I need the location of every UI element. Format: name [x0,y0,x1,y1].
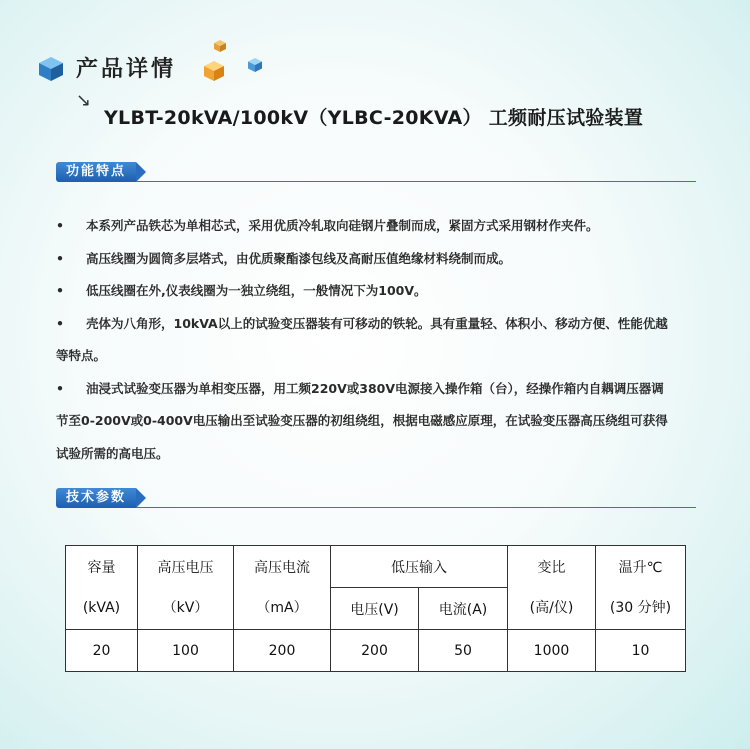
arrow-icon: ↘ [76,90,92,111]
cell-capacity: 20 [66,630,138,672]
list-item: • 壳体为八角形，10kVA以上的试验变压器装有可移动的铁轮。具有重量轻、体积小、移动方便、性能优越 [56,308,696,341]
cell-ratio: 1000 [508,630,596,672]
spec-table [65,545,686,672]
bullet: • [56,315,64,331]
cell-hv-current: 200 [234,630,331,672]
bullet: • [56,218,64,233]
features-list [56,210,696,470]
list-item-continuation: 等特点。 [56,348,107,363]
cell-hv-voltage: 100 [138,630,234,672]
header-hv-current: 高压电流 （mA） [234,546,331,630]
decorative-cube-icon [248,58,262,72]
features-section-header [56,162,696,182]
header-lv-current: 电流(A) [419,588,508,630]
list-item: • 高压线圈为圆筒多层塔式，由优质聚酯漆包线及高耐压值绝缘材料绕制而成。 [56,243,696,276]
header-hv-voltage: 高压电压 （kV） [138,546,234,630]
header-lv-input: 低压输入 [331,546,508,588]
cell-lv-current: 50 [419,630,508,672]
features-section-label: 功能特点 [56,162,136,182]
header-ratio: 变比 (高/仪) [508,546,596,630]
cell-lv-voltage: 200 [331,630,419,672]
list-item: • 油浸式试验变压器为单相变压器，用工频220V或380V电源接入操作箱（台），经操作箱内自耦调压器调 [56,373,696,406]
page-title: 产品详情 [76,57,177,82]
section-divider [136,507,696,508]
cell-temp-rise: 10 [596,630,686,672]
header-temp-rise: 温升℃ (30 分钟) [596,546,686,630]
bullet: • [56,250,64,266]
table-row [66,630,686,672]
specs-section-label: 技术参数 [56,488,136,508]
specs-section-header [56,488,696,508]
header-capacity: 容量 (kVA) [66,546,138,630]
bullet: • [56,283,64,298]
bullet: • [56,380,64,396]
list-item: • 低压线圈在外,仪表线圈为一独立绕组，一般情况下为100V。 [56,275,696,308]
decorative-cube-icon [214,40,226,52]
section-divider [136,181,696,182]
decorative-cube-icon [203,60,225,82]
decorative-cube-icon [38,56,64,82]
product-title: YLBT-20kVA/100kV（YLBC-20KVA） 工频耐压试验装置 [104,107,644,129]
list-item: • 本系列产品铁芯为单相芯式，采用优质冷轧取向硅钢片叠制而成，紧固方式采用钢材作夹件。 [56,210,696,243]
header-lv-voltage: 电压(V) [331,588,419,630]
list-item-continuation: 节至0-200V或0-400V电压输出至试验变压器的初组绕组，根据电磁感应原理，在试验变压器高压绕组可获得 [56,413,668,428]
list-item-continuation: 试验所需的高电压。 [56,445,169,461]
